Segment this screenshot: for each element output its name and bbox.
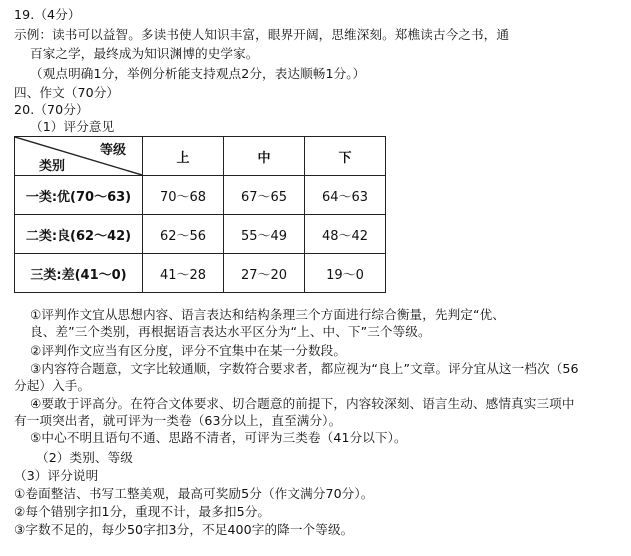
q20-header: 20.（70分） [14, 102, 89, 117]
table-cell: 67～65 [224, 176, 305, 215]
row-label: 一类:优(70～63) [15, 176, 143, 215]
grading-table [14, 136, 386, 293]
column-header-middle: 中 [224, 137, 305, 176]
note-3-line1: ③内容符合题意，文字比较通顺，字数符合要求者，都应视为“良上”文章。评分宜从这一档次（56 [30, 361, 579, 376]
table-cell: 55～49 [224, 215, 305, 254]
note-1-line1: ①评判作文宜从思想内容、语言表达和结构条理三个方面进行综合衡量，先判定“优、 [30, 307, 505, 322]
note-4-line2: 有一项突出者，就可评为一类卷（63分以上，直至满分）。 [14, 413, 342, 428]
table-corner-cell [15, 137, 143, 176]
table-row [15, 215, 386, 254]
corner-category-label: 类别 [39, 159, 66, 174]
note-2: ②评判作文应当有区分度，评分不宜集中在某一分数段。 [30, 343, 347, 358]
q19-header: 19.（4分） [14, 7, 81, 22]
note-1-line2: 良、差”三个类别，再根据语言表达水平区分为“上、中、下”三个等级。 [30, 324, 431, 339]
column-header-upper: 上 [143, 137, 224, 176]
row-label: 二类:良(62～42) [15, 215, 143, 254]
q20-sub2: （2）类别、等级 [36, 450, 133, 465]
rule-1: ①卷面整洁、书写工整美观，最高可奖励5分（作文满分70分）。 [14, 486, 374, 501]
table-row [15, 176, 386, 215]
table-cell: 19～0 [305, 254, 386, 293]
table-cell: 48～42 [305, 215, 386, 254]
rule-2: ②每个错别字扣1分，重现不计，最多扣5分。 [14, 504, 271, 519]
note-5: ⑤中心不明且语句不通、思路不清者，可评为三类卷（41分以下）。 [30, 430, 407, 445]
note-3-line2: 分起）入手。 [14, 378, 91, 393]
table-cell: 64～63 [305, 176, 386, 215]
rule-3: ③字数不足的，每少50字扣3分，不足400字的降一个等级。 [14, 522, 354, 537]
corner-grade-label: 等级 [99, 143, 126, 158]
table-cell: 27～20 [224, 254, 305, 293]
q20-sub1: （1）评分意见 [30, 119, 115, 134]
column-header-lower: 下 [305, 137, 386, 176]
q19-example-line1: 示例：读书可以益智。多读书使人知识丰富，眼界开阔，思维深刻。郑樵读古今之书，通 [14, 27, 510, 42]
table-cell: 41～28 [143, 254, 224, 293]
table-cell: 62～56 [143, 215, 224, 254]
q19-scoring: （观点明确1分，举例分析能支持观点2分，表达顺畅1分。） [30, 66, 366, 81]
q20-sub3: （3）评分说明 [14, 468, 99, 483]
row-label: 三类:差(41～0) [15, 254, 143, 293]
table-row [15, 254, 386, 293]
section-4-title: 四、作文（70分） [14, 85, 120, 100]
q19-example-line2: 百家之学，最终成为知识渊博的史学家。 [30, 46, 259, 61]
note-4-line1: ④要敢于评高分。在符合文体要求、切合题意的前提下，内容较深刻、语言生动、感情真实三项中 [30, 396, 575, 411]
table-cell: 70～68 [143, 176, 224, 215]
table-header-row [15, 137, 386, 176]
